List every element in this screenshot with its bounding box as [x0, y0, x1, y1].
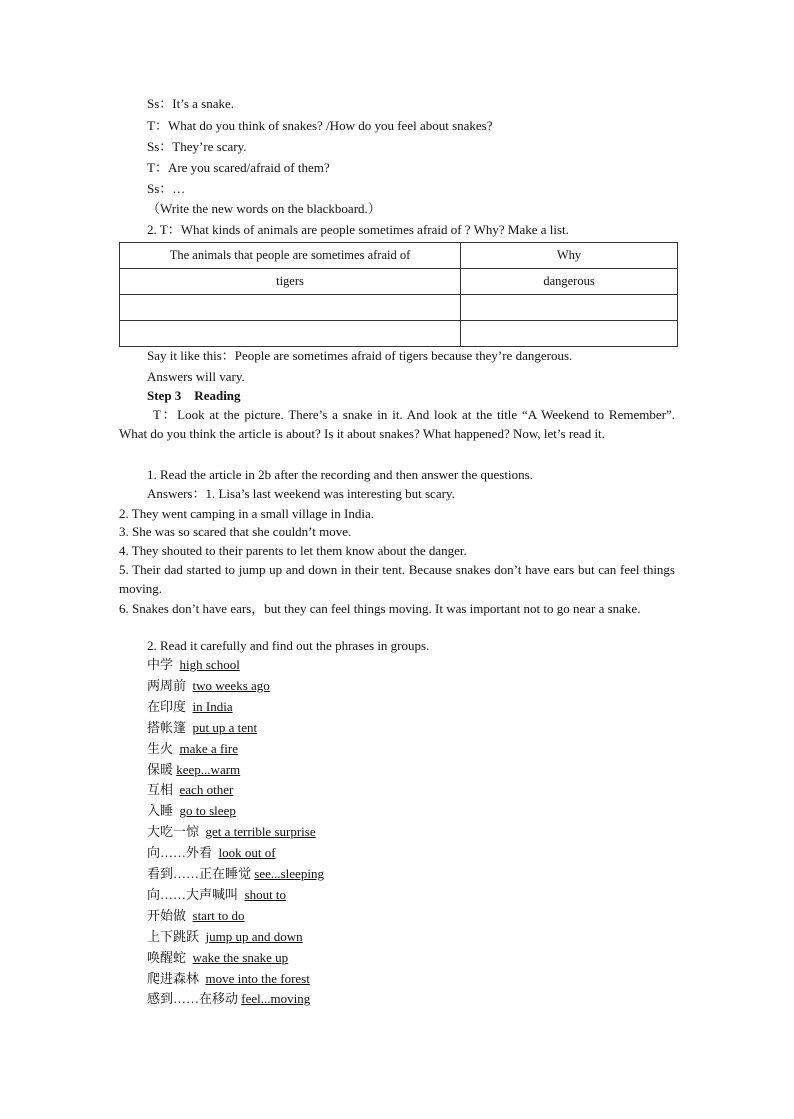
- table-cell: tigers: [120, 269, 461, 295]
- phrase-chinese: 上下跳跃: [147, 928, 203, 944]
- phrase-english: go to sleep: [179, 803, 236, 819]
- answer-line: 5. Their dad started to jump up and down in their tent. Because snakes don’t have ears but can feel things moving.: [119, 562, 675, 596]
- phrase-item: [147, 971, 310, 987]
- phrase-english: get a terrible surprise: [205, 824, 316, 840]
- dialogue-line: 2. T：What kinds of animals are people sometimes afraid of ? Why? Make a list.: [147, 222, 569, 237]
- phrase-english: high school: [179, 657, 240, 672]
- answers-vary: Answers will vary.: [147, 369, 245, 384]
- phrase-english: wake the snake up: [192, 949, 289, 965]
- phrase-chinese: 互相: [147, 782, 177, 798]
- phrase-item: [147, 991, 310, 1007]
- table-cell: [120, 295, 461, 321]
- phrase-chinese: 感到……在移动: [147, 991, 239, 1007]
- phrase-item: [147, 929, 303, 945]
- phrase-item: [147, 762, 240, 778]
- phrase-chinese: 爬进森林: [147, 970, 203, 986]
- table-row: [120, 269, 678, 295]
- phrase-item: [147, 824, 316, 840]
- task-2: 2. Read it carefully and find out the phrases in groups.: [147, 638, 430, 653]
- phrase-item: [147, 678, 270, 694]
- table-cell: [120, 321, 461, 347]
- phrase-item: [147, 845, 276, 861]
- table-row: [120, 295, 678, 321]
- table-row: [120, 321, 678, 347]
- phrase-item: [147, 950, 288, 966]
- answer-line: 3. She was so scared that she couldn’t move.: [119, 524, 352, 539]
- dialogue-line: T：Are you scared/afraid of them?: [147, 160, 330, 175]
- answer-line: Answers：1. Lisa’s last weekend was interesting but scary.: [147, 486, 455, 501]
- table-header: Why: [461, 243, 678, 269]
- task-1: 1. Read the article in 2b after the recording and then answer the questions.: [147, 467, 533, 482]
- phrase-item: [147, 699, 233, 715]
- phrase-item: [147, 657, 240, 673]
- phrase-chinese: 向……大声喊叫: [147, 886, 242, 902]
- phrase-item: [147, 908, 245, 924]
- dialogue-line: Ss：It’s a snake.: [147, 96, 235, 111]
- say-it-line: Say it like this：People are sometimes afraid of tigers because they’re dangerous.: [147, 348, 573, 363]
- phrase-item: [147, 866, 324, 882]
- phrase-chinese: 入睡: [147, 803, 177, 819]
- phrase-chinese: 中学: [147, 657, 177, 672]
- answer-line: 6. Snakes don’t have ears，but they can feel things moving. It was important not to go near a snake.: [119, 601, 641, 616]
- dialogue-line: T：What do you think of snakes? /How do you feel about snakes?: [147, 118, 493, 133]
- phrase-english: move into the forest: [205, 970, 310, 986]
- intro-paragraph: T：Look at the picture. There’s a snake in it. And look at the title “A Weekend to Remember”. What do you think the article is about? Is it about snakes? What happened? Now, let’s read it.: [119, 407, 675, 441]
- phrase-chinese: 开始做: [147, 907, 190, 923]
- table-cell: [461, 295, 678, 321]
- table-cell: [461, 321, 678, 347]
- phrase-item: [147, 782, 233, 798]
- phrase-chinese: 两周前: [147, 677, 190, 693]
- phrase-english: start to do: [192, 907, 245, 923]
- phrase-item: [147, 887, 286, 903]
- phrase-english: feel...moving: [241, 991, 311, 1007]
- phrase-chinese: 生火: [147, 740, 177, 756]
- phrase-item: [147, 741, 238, 757]
- table-header: The animals that people are sometimes afraid of: [120, 243, 461, 269]
- phrase-english: in India: [192, 698, 233, 714]
- phrase-english: look out of: [218, 845, 276, 861]
- phrase-chinese: 大吃一惊: [147, 824, 203, 840]
- dialogue-line: Ss：They’re scary.: [147, 139, 247, 154]
- phrase-english: jump up and down: [205, 928, 303, 944]
- step-heading: Step 3 Reading: [147, 388, 241, 403]
- phrase-english: shout to: [244, 886, 287, 902]
- dialogue-line: Ss：…: [147, 181, 186, 196]
- phrase-chinese: 保暖: [147, 761, 174, 777]
- phrase-item: [147, 803, 236, 819]
- phrase-chinese: 唤醒蛇: [147, 949, 190, 965]
- phrase-english: each other: [179, 782, 234, 798]
- phrase-chinese: 向……外看: [147, 845, 216, 861]
- phrase-english: put up a tent: [192, 719, 258, 735]
- animals-table: [119, 242, 678, 347]
- dialogue-line: （Write the new words on the blackboard.）: [147, 201, 381, 216]
- phrase-chinese: 看到……正在睡觉: [147, 866, 252, 881]
- answer-line: 4. They shouted to their parents to let them know about the danger.: [119, 543, 467, 558]
- phrase-english: see...sleeping: [254, 866, 324, 881]
- table-header-row: [120, 243, 678, 269]
- answer-line: 2. They went camping in a small village in India.: [119, 506, 375, 521]
- phrase-english: two weeks ago: [192, 677, 270, 693]
- phrase-item: [147, 720, 257, 736]
- phrase-english: keep...warm: [176, 761, 241, 777]
- phrase-english: make a fire: [179, 740, 238, 756]
- phrase-chinese: 搭帐篷: [147, 719, 190, 735]
- phrase-chinese: 在印度: [147, 698, 190, 714]
- table-cell: dangerous: [461, 269, 678, 295]
